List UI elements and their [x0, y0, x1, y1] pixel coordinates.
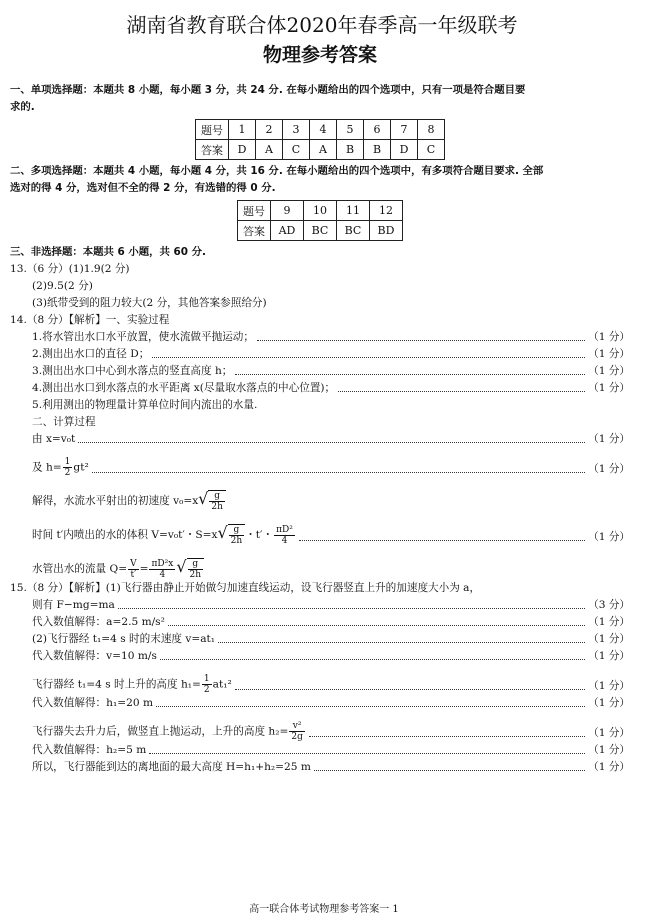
sqrt: √ $\frac{g}{2h}$	[198, 490, 226, 512]
numerator: 1	[203, 674, 210, 684]
table-cell: D	[391, 140, 418, 160]
q14-step3	[10, 363, 630, 380]
score-label: （1 分）	[588, 433, 630, 445]
fraction	[209, 491, 225, 512]
table-cell: 1	[229, 120, 256, 140]
step-text: 2.测出出水口的直径 D；	[32, 348, 150, 360]
formula	[32, 524, 296, 546]
q13-line2: (2)9.5(2 分)	[32, 280, 93, 292]
page-subtitle: 物理参考答案	[262, 44, 377, 66]
formula	[32, 721, 306, 742]
q14-calc5	[10, 546, 630, 580]
table-header-cell: 题号	[196, 120, 229, 140]
table-row-answers	[238, 221, 403, 241]
q14-step2	[10, 346, 630, 363]
table-header-cell: 题号	[238, 201, 271, 221]
q13-line3: (3)纸带受到的阻力较大(2 分，其他答案参照给分)	[32, 297, 267, 309]
table-cell: 4	[310, 120, 337, 140]
formula-text: ・t′・	[245, 529, 274, 541]
table-cell: AD	[271, 221, 304, 241]
q14-calc3	[10, 478, 630, 512]
numerator: g	[229, 525, 245, 536]
numerator: g	[188, 559, 204, 570]
table-cell: 6	[364, 120, 391, 140]
table-row-answers	[196, 140, 445, 160]
table-cell: C	[283, 140, 310, 160]
table-cell: 7	[391, 120, 418, 140]
fraction	[128, 559, 139, 580]
fraction	[63, 457, 73, 478]
q15-line9	[10, 759, 630, 776]
table-cell: BC	[337, 221, 370, 241]
score-label: （1 分）	[588, 348, 630, 360]
denominator: 2	[64, 468, 71, 478]
table-header-cell: 答案	[196, 140, 229, 160]
single-choice-answer-table	[195, 119, 445, 160]
multi-choice-answer-table	[237, 200, 403, 241]
formula-text: 水管出水的流量 Q=	[32, 563, 128, 575]
score-label: （1 分）	[588, 744, 630, 756]
fraction	[229, 525, 245, 546]
fraction	[289, 721, 305, 742]
formula	[32, 674, 232, 695]
table-cell: C	[418, 140, 445, 160]
denominator: 4	[159, 569, 166, 580]
table-row-numbers	[238, 201, 403, 221]
score-label: （1 分）	[588, 365, 630, 377]
fraction	[149, 559, 175, 580]
table-cell: 10	[304, 201, 337, 221]
fraction	[188, 559, 204, 580]
q14-calc4	[10, 512, 630, 546]
q15-line8	[10, 742, 630, 759]
q14-step1	[10, 329, 630, 346]
q14-calc1	[10, 431, 630, 448]
score-label: （1 分）	[588, 727, 630, 739]
formula	[32, 457, 89, 478]
q15-line2	[10, 614, 630, 631]
section2-heading	[10, 163, 630, 197]
denominator: 2h	[230, 536, 243, 546]
q15-line6	[10, 695, 630, 712]
formula-text: 及 h=	[32, 461, 62, 474]
numerator: g	[209, 491, 225, 502]
q14-calc2	[10, 448, 630, 478]
q13-line1: 13.（6 分）(1)1.9(2 分)	[10, 263, 130, 275]
fraction	[274, 525, 295, 546]
formula-text: 所以，飞行器能到达的离地面的最大高度 H=h₁+h₂=25 m	[32, 761, 311, 773]
formula-text: 代入数值解得：a=2.5 m/s²	[32, 616, 165, 628]
section2-heading-line1: 二、多项选择题：本题共 4 小题，每小题 4 分，共 16 分. 在每小题给出的四个选项中，有多项符合题目要求. 全部	[10, 165, 544, 177]
score-label: （1 分）	[588, 531, 630, 543]
q14-calc-title: 二、计算过程	[32, 416, 96, 428]
score-label: （1 分）	[588, 382, 630, 394]
section3-heading: 三、非选择题：本题共 6 小题，共 60 分.	[10, 246, 206, 258]
formula-text: gt²	[73, 461, 89, 474]
q14-step4	[10, 380, 630, 397]
q15-line4	[10, 648, 630, 665]
formula-text: 时间 t′内喷出的水的体积 V=v₀t′・S=x	[32, 529, 218, 541]
q15-line5	[10, 665, 630, 695]
step-text: 4.测出出水口到水落点的水平距离 x(尽量取水落点的中心位置)；	[32, 382, 336, 394]
table-cell: 8	[418, 120, 445, 140]
denominator: t′	[130, 569, 137, 580]
denominator: 2	[203, 685, 210, 695]
table-header-cell: 答案	[238, 221, 271, 241]
q14-heading: 14.（8 分）【解析】一、实验过程	[10, 314, 170, 326]
page-footer: 高一联合体考试物理参考答案一 1	[249, 904, 399, 915]
sqrt: √ $\frac{g}{2h}$	[176, 558, 204, 580]
formula-text: =	[139, 563, 149, 575]
score-label: （1 分）	[588, 650, 630, 662]
page-title: 湖南省教育联合体2020年春季高一年级联考	[126, 13, 518, 37]
numerator: 1	[64, 457, 71, 467]
score-label: （1 分）	[588, 616, 630, 628]
table-cell: 3	[283, 120, 310, 140]
score-label: （1 分）	[588, 633, 630, 645]
table-cell: 12	[370, 201, 403, 221]
q15-line7	[10, 712, 630, 742]
table-cell: A	[256, 140, 283, 160]
table-cell: D	[229, 140, 256, 160]
table-cell: B	[364, 140, 391, 160]
formula-text: 则有 F−mg=ma	[32, 599, 115, 611]
score-label: （1 分）	[588, 463, 630, 475]
section1-heading-line1: 一、单项选择题：本题共 8 小题，每小题 3 分，共 24 分. 在每小题给出的四个选项中，只有一项是符合题目要	[10, 84, 526, 96]
score-label: （1 分）	[588, 680, 630, 692]
score-label: （1 分）	[588, 331, 630, 343]
table-cell: 5	[337, 120, 364, 140]
formula	[32, 558, 204, 580]
formula	[32, 490, 226, 512]
sqrt: √ $\frac{g}{2h}$	[217, 524, 245, 546]
denominator: 2h	[189, 570, 202, 580]
numerator: v²	[289, 721, 305, 732]
numerator: πD²	[276, 524, 293, 535]
numerator: πD²x	[151, 558, 174, 569]
score-label: （3 分）	[588, 599, 630, 611]
section1-heading-line2: 求的.	[10, 101, 35, 113]
formula-text: 飞行器失去升力后，做竖直上抛运动，上升的高度 h₂=	[32, 725, 289, 738]
q15-heading: 15.（8 分）【解析】(1)飞行器由静止开始做匀加速直线运动，设飞行器竖直上升的加速度大小为 a，	[10, 582, 481, 594]
q14-step5: 5.利用测出的物理量计算单位时间内流出的水量.	[32, 399, 258, 411]
table-cell: 9	[271, 201, 304, 221]
table-cell: 2	[256, 120, 283, 140]
score-label: （1 分）	[588, 697, 630, 709]
formula-text: at₁²	[212, 678, 232, 691]
table-cell: A	[310, 140, 337, 160]
formula-text: 飞行器经 t₁=4 s 时上升的高度 h₁=	[32, 678, 201, 691]
formula-text: 代入数值解得：h₂=5 m	[32, 744, 147, 756]
section2-heading-line2: 选对的得 4 分，选对但不全的得 2 分，有选错的得 0 分.	[10, 182, 276, 194]
step-text: 1.将水管出水口水平放置，使水流做平抛运动；	[32, 331, 254, 343]
denominator: 4	[281, 535, 288, 546]
table-row-numbers	[196, 120, 445, 140]
q15-line1	[10, 597, 630, 614]
formula-text: 代入数值解得：h₁=20 m	[32, 697, 153, 709]
fraction	[202, 674, 212, 695]
formula-text: (2)飞行器经 t₁=4 s 时的末速度 v=at₁	[32, 633, 216, 645]
numerator: V	[130, 558, 137, 569]
formula-text: 代入数值解得：v=10 m/s	[32, 650, 157, 662]
table-cell: B	[337, 140, 364, 160]
formula-text: 解得，水流水平射出的初速度 v₀=x	[32, 495, 199, 507]
q15-line3	[10, 631, 630, 648]
denominator: 2h	[211, 502, 223, 512]
denominator: 2g	[291, 732, 303, 742]
section1-heading	[10, 82, 630, 116]
table-cell: 11	[337, 201, 370, 221]
step-text: 3.测出出水口中心到水落点的竖直高度 h；	[32, 365, 233, 377]
formula-text: 由 x=v₀t	[32, 433, 76, 445]
table-cell: BC	[304, 221, 337, 241]
table-cell: BD	[370, 221, 403, 241]
score-label: （1 分）	[588, 761, 630, 773]
